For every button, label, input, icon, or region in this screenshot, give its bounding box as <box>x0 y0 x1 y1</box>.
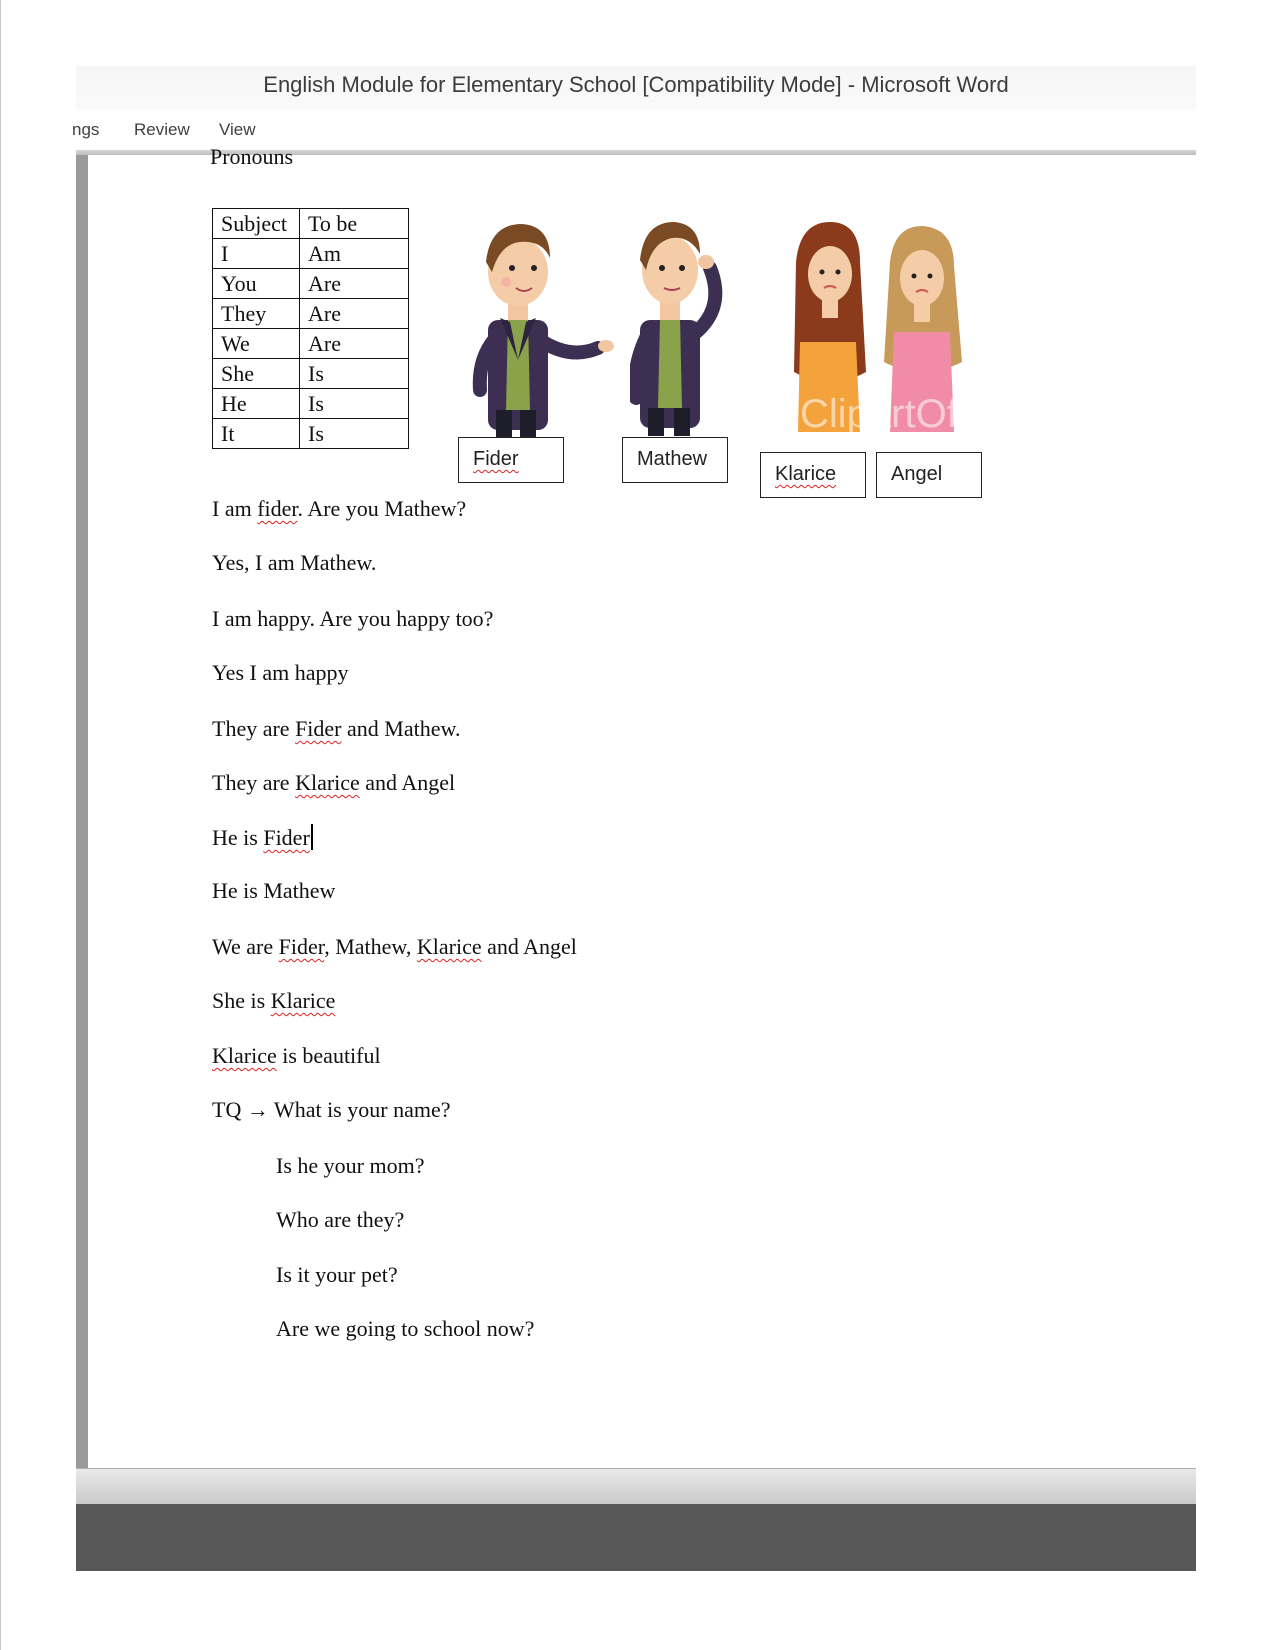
window-title: English Module for Elementary School [Compatibility Mode] - Microsoft Word <box>263 72 1009 97</box>
pronoun-table <box>212 208 409 449</box>
misspelled-word: Klarice <box>270 988 336 1013</box>
name-box-angel <box>876 452 982 498</box>
misspelled-word: Klarice <box>295 770 360 795</box>
text-run: He is <box>212 825 264 850</box>
table-cell: You <box>213 269 300 299</box>
text-line <box>212 716 460 742</box>
page-margin-bar <box>76 155 88 1468</box>
table-cell: It <box>213 419 300 449</box>
klarice-angel-clipart <box>790 222 980 447</box>
text-line <box>212 770 455 796</box>
text-run: . Are you Mathew? <box>297 496 467 521</box>
misspelled-word: Fider <box>278 934 325 959</box>
table-row <box>213 299 409 329</box>
question-line: Are we going to school now? <box>276 1316 535 1341</box>
table-cell: Is <box>300 419 409 449</box>
table-row <box>213 329 409 359</box>
status-bar <box>76 1468 1196 1505</box>
question-line: Is he your mom? <box>276 1153 425 1178</box>
table-cell: She <box>213 359 300 389</box>
fider-clipart <box>470 210 630 450</box>
name-label: Mathew <box>637 448 708 470</box>
table-row <box>213 389 409 419</box>
table-cell: I <box>213 239 300 269</box>
text-line: He is Mathew <box>212 878 336 903</box>
name-box-klarice <box>760 452 866 498</box>
text-run: They are <box>212 716 296 741</box>
title-bar <box>76 66 1196 110</box>
text-line: Yes, I am Mathew. <box>212 550 377 575</box>
table-row <box>213 359 409 389</box>
text-line <box>212 988 335 1014</box>
misspelled-word: Klarice <box>416 934 482 959</box>
mathew-clipart <box>630 208 740 448</box>
text-run: and Angel <box>481 934 577 959</box>
name-box-fider <box>458 437 564 483</box>
text-run: and Mathew. <box>341 716 461 741</box>
text-line <box>212 824 313 851</box>
table-row <box>213 419 409 449</box>
taskbar <box>76 1504 1196 1571</box>
misspelled-word: Klarice <box>212 1043 277 1068</box>
table-cell: They <box>213 299 300 329</box>
text-line <box>212 496 466 522</box>
misspelled-word: fider <box>257 496 298 521</box>
text-line: TQ → What is your name? <box>212 1097 451 1122</box>
name-label: Angel <box>891 463 943 485</box>
misspelled-word: Fider <box>263 825 310 850</box>
text-line <box>212 934 577 960</box>
text-run: She is <box>212 988 271 1013</box>
table-cell: Is <box>300 389 409 419</box>
table-row <box>213 269 409 299</box>
table-cell: Am <box>300 239 409 269</box>
table-header-cell: Subject <box>213 209 300 239</box>
text-run: and Angel <box>359 770 456 795</box>
table-cell: He <box>213 389 300 419</box>
text-run: They are <box>212 770 296 795</box>
tab-review[interactable]: Review <box>134 120 190 139</box>
table-cell: We <box>213 329 300 359</box>
name-box-mathew <box>622 437 728 483</box>
table-header-cell: To be <box>300 209 409 239</box>
text-cursor <box>311 824 313 850</box>
question-line: Who are they? <box>276 1207 405 1232</box>
table-row <box>213 239 409 269</box>
name-label: Fider <box>473 448 519 470</box>
table-cell: Are <box>300 299 409 329</box>
tab-view[interactable]: View <box>219 120 256 139</box>
tab-mailings[interactable]: ngs <box>72 120 100 139</box>
text-run: , Mathew, <box>324 934 417 959</box>
text-line: Yes I am happy <box>212 660 349 685</box>
doc-heading: Pronouns <box>210 144 294 169</box>
table-cell: Is <box>300 359 409 389</box>
misspelled-word: Fider <box>295 716 342 741</box>
table-header-row <box>213 209 409 239</box>
watermark-text: ClipartOf <box>800 392 958 436</box>
text-run: is beautiful <box>276 1043 381 1068</box>
question-line: Is it your pet? <box>276 1262 398 1287</box>
table-cell: Are <box>300 269 409 299</box>
name-label: Klarice <box>775 463 837 485</box>
text-line: I am happy. Are you happy too? <box>212 606 494 631</box>
screen-left-edge <box>0 0 1 1650</box>
text-line <box>212 1043 381 1069</box>
text-run: I am <box>212 496 258 521</box>
text-run: We are <box>212 934 279 959</box>
table-cell: Are <box>300 329 409 359</box>
